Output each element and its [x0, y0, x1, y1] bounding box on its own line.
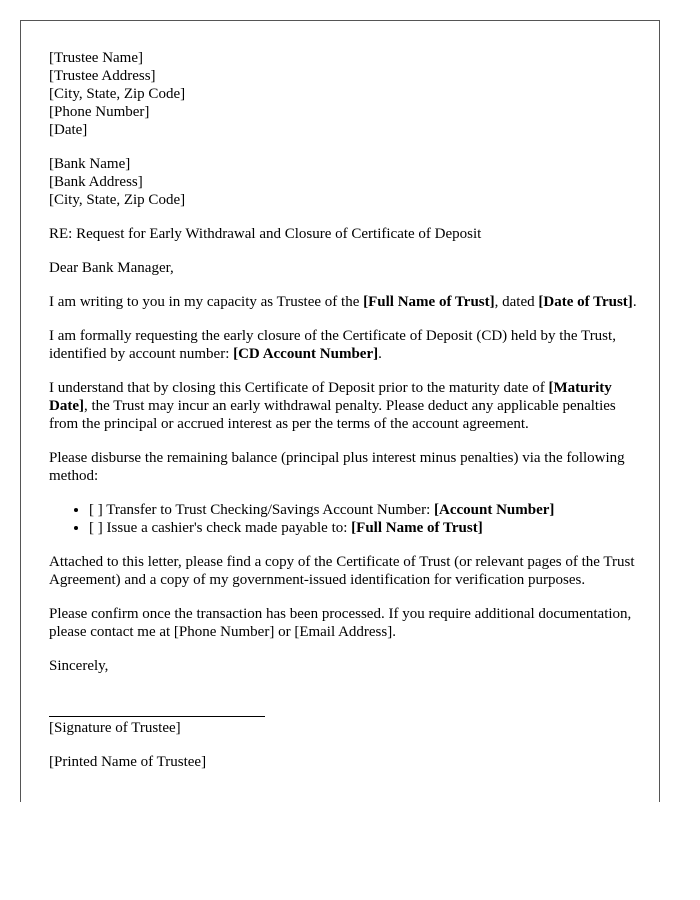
signature-line [49, 691, 265, 717]
sender-city: [City, State, Zip Code] [49, 86, 186, 102]
closing: Sincerely, [49, 658, 109, 674]
p1-text-e: . [632, 294, 637, 310]
option-transfer-bold: [Account Number] [434, 502, 555, 518]
p3-text-c: , the Trust may incur an early withdrawal penalty. Please deduct any applicable penalties from the principal or accrued interest as per the terms of the account agreement. [49, 398, 616, 432]
paragraph-attachments: Attached to this letter, please find a copy of the Certificate of Trust (or relevant pages of the Trust Agreement) and a copy of my government-issued identification for verification purposes. [49, 554, 635, 588]
sender-address: [Trustee Address] [49, 68, 156, 84]
sender-name: [Trustee Name] [49, 50, 144, 66]
p2-text-c: . [378, 346, 382, 362]
signature-label: [Signature of Trustee] [49, 720, 181, 736]
recipient-city: [City, State, Zip Code] [49, 192, 186, 208]
salutation: Dear Bank Manager, [49, 260, 174, 276]
disbursement-options [49, 501, 637, 537]
p1-text-a: I am writing to you in my capacity as Trustee of the [49, 294, 364, 310]
recipient-address: [Bank Address] [49, 174, 143, 190]
sender-block [49, 49, 637, 139]
p3-text-a: I understand that by closing this Certificate of Deposit prior to the maturity date of [49, 380, 549, 396]
subject-line: RE: Request for Early Withdrawal and Closure of Certificate of Deposit [49, 226, 482, 242]
paragraph-disburse: Please disburse the remaining balance (principal plus interest minus penalties) via the following method: [49, 450, 625, 484]
p1-text-c: , dated [494, 294, 539, 310]
cd-account-placeholder: [CD Account Number] [233, 346, 379, 362]
sender-phone: [Phone Number] [49, 104, 150, 120]
option-check [89, 519, 637, 537]
paragraph-request [49, 327, 637, 363]
letter-content [49, 49, 637, 771]
p2-text-a: I am formally requesting the early closure of the Certificate of Deposit (CD) held by the Trust, identified by account number: [49, 328, 616, 362]
recipient-block [49, 155, 637, 209]
paragraph-confirm: Please confirm once the transaction has been processed. If you require additional documentation, please contact me at [Phone Number] or [Email Address]. [49, 606, 632, 640]
letter-page [20, 20, 660, 802]
paragraph-capacity [49, 293, 637, 311]
option-check-bold: [Full Name of Trust] [351, 520, 483, 536]
option-transfer [89, 501, 637, 519]
printed-name-label: [Printed Name of Trustee] [49, 754, 207, 770]
sender-date: [Date] [49, 122, 88, 138]
recipient-name: [Bank Name] [49, 156, 131, 172]
maturity-date-placeholder: [Maturity Date] [49, 380, 612, 414]
trust-date-placeholder: [Date of Trust] [538, 294, 633, 310]
option-check-text: [ ] Issue a cashier's check made payable to: [89, 520, 352, 536]
option-transfer-text: [ ] Transfer to Trust Checking/Savings Account Number: [89, 502, 434, 518]
trust-name-placeholder: [Full Name of Trust] [363, 294, 495, 310]
paragraph-penalty [49, 379, 637, 433]
